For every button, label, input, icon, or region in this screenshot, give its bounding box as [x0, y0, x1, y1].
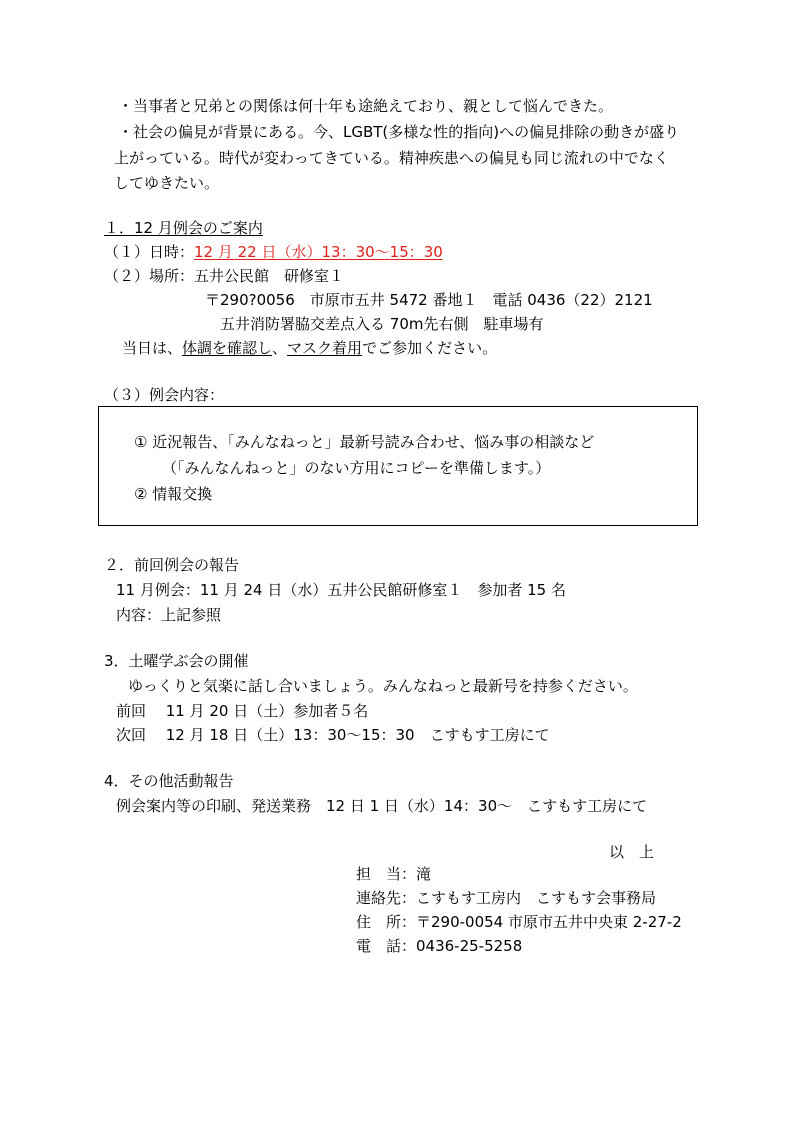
section2-line-2: 内容：上記参照	[116, 606, 222, 624]
closing-text: 以 上	[609, 843, 655, 861]
section2-heading: ２．前回例会の報告	[104, 556, 240, 574]
datetime-value: 12 月 22 日（水）13：30～15：30	[194, 243, 443, 261]
notice-health-check: 体調を確認し	[182, 339, 273, 357]
access-line: 五井消防署脇交差点入る 70m先右側 駐車場有	[220, 315, 544, 333]
contact-phone: 電 話：0436-25-5258	[356, 937, 523, 955]
notice-prefix: 当日は、	[122, 339, 183, 357]
notice-comma: 、	[272, 339, 288, 357]
intro-line-2: ・社会の偏見が背景にある。今、LGBT(多様な性的指向)への偏見排除の動きが盛り	[118, 123, 680, 141]
contact-address: 住 所：〒290-0054 市原市五井中央東 2-27-2	[356, 913, 682, 931]
notice-suffix: でご参加ください。	[362, 339, 498, 357]
section1-heading: １．12 月例会のご案内	[104, 219, 263, 237]
intro-line-3: 上がっている。時代が変わってきている。精神疾患への偏見も同じ流れの中でなく	[114, 149, 669, 167]
content-label: （３）例会内容：	[104, 386, 225, 404]
contact-office: 連絡先：こすもす工房内 こすもす会事務局	[356, 889, 657, 907]
intro-line-4: してゆきたい。	[114, 174, 220, 192]
box-item-2: ② 情報交換	[134, 485, 213, 503]
section3-heading: 3．土曜学ぶ会の開催	[104, 652, 249, 670]
notice-line	[122, 338, 497, 358]
intro-line-1: ・当事者と兄弟との関係は何十年も途絶えており、親として悩んできた。	[118, 97, 614, 115]
contact-person: 担 当：滝	[356, 865, 432, 883]
box-item-1-note: （「みんなんねっと」のない方用にコピーを準備します。）	[162, 459, 551, 477]
section3-line-1: ゆっくりと気楽に話し合いましょう。みんなねっと最新号を持参ください。	[128, 677, 638, 695]
section2-line-1: 11 月例会：11 月 24 日（水）五井公民館研修室１ 参加者 15 名	[116, 581, 566, 599]
section4-line-1: 例会案内等の印刷、発送業務 12 日 1 日（水）14：30～ こすもす工房にて	[116, 797, 648, 815]
notice-mask: マスク着用	[287, 339, 363, 357]
datetime-label: （１）日時：	[104, 243, 195, 261]
box-item-1: ① 近況報告、「みんなねっと」最新号読み合わせ、悩み事の相談など	[134, 433, 595, 451]
address-line: 〒290?0056 市原市五井 5472 番地１ 電話 0436（22）2121	[205, 291, 653, 309]
section4-heading: 4．その他活動報告	[104, 772, 234, 790]
datetime-line	[104, 242, 443, 262]
section3-line-2: 前回 11 月 20 日（土）参加者５名	[116, 702, 369, 720]
place-line: （２）場所：五井公民館 研修室１	[104, 267, 345, 285]
section3-line-3: 次回 12 月 18 日（土）13：30～15：30 こすもす工房にて	[116, 726, 550, 744]
